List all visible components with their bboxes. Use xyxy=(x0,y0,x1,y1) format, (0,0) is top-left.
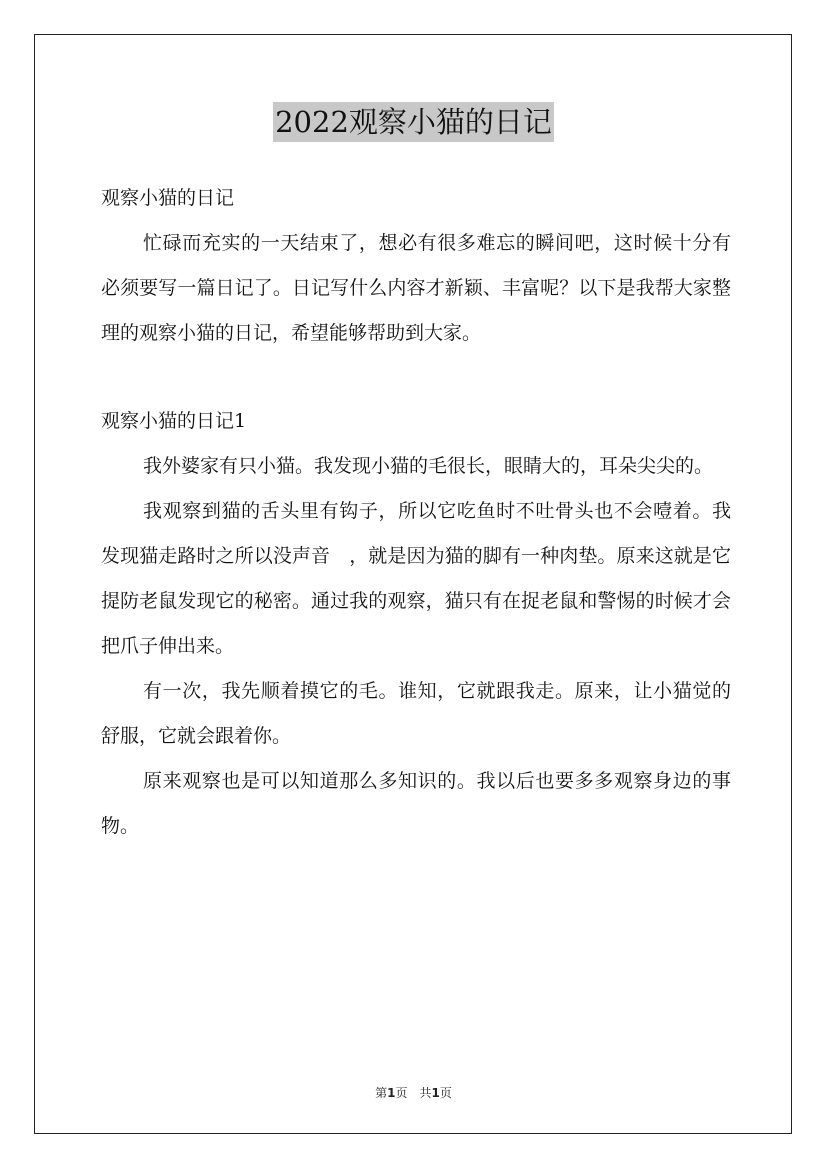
body-paragraph: 我观察到猫的舌头里有钩子，所以它吃鱼时不吐骨头也不会噎着。我发现猫走路时之所以没声音 ，就是因为猫的脚有一种肉垫。原来这就是它提防老鼠发现它的秘密。通过我的观察，猫只有在捉老鼠和警惕的时候才会把爪子伸出来。 xyxy=(101,500,731,657)
body-paragraph: 原来观察也是可以知道那么多知识的。我以后也要多多观察身边的事物。 xyxy=(101,770,731,837)
section-heading: 观察小猫的日记1 xyxy=(101,410,247,432)
page-footer xyxy=(0,1084,827,1101)
total-suffix: 页 xyxy=(439,1086,452,1100)
page-suffix: 页 xyxy=(395,1086,408,1100)
body-paragraph: 有一次，我先顺着摸它的毛。谁知，它就跟我走。原来，让小猫觉的舒服，它就会跟着你。 xyxy=(101,680,731,747)
document-title: 2022观察小猫的日记 xyxy=(273,102,554,142)
page-number: 1 xyxy=(387,1086,396,1100)
document-body xyxy=(101,176,731,849)
body-paragraph: 我外婆家有只小猫。我发现小猫的毛很长，眼睛大的，耳朵尖尖的。 xyxy=(143,455,714,477)
title-container xyxy=(0,102,827,142)
page-prefix: 第 xyxy=(375,1086,388,1100)
total-prefix: 共 xyxy=(419,1086,432,1100)
total-pages: 1 xyxy=(431,1086,440,1100)
intro-paragraph: 忙碌而充实的一天结束了，想必有很多难忘的瞬间吧，这时候十分有必须要写一篇日记了。日记写什么内容才新颖、丰富呢？以下是我帮大家整理的观察小猫的日记，希望能够帮助到大家。 xyxy=(101,232,731,344)
intro-heading: 观察小猫的日记 xyxy=(101,187,235,209)
spacer xyxy=(101,356,731,399)
